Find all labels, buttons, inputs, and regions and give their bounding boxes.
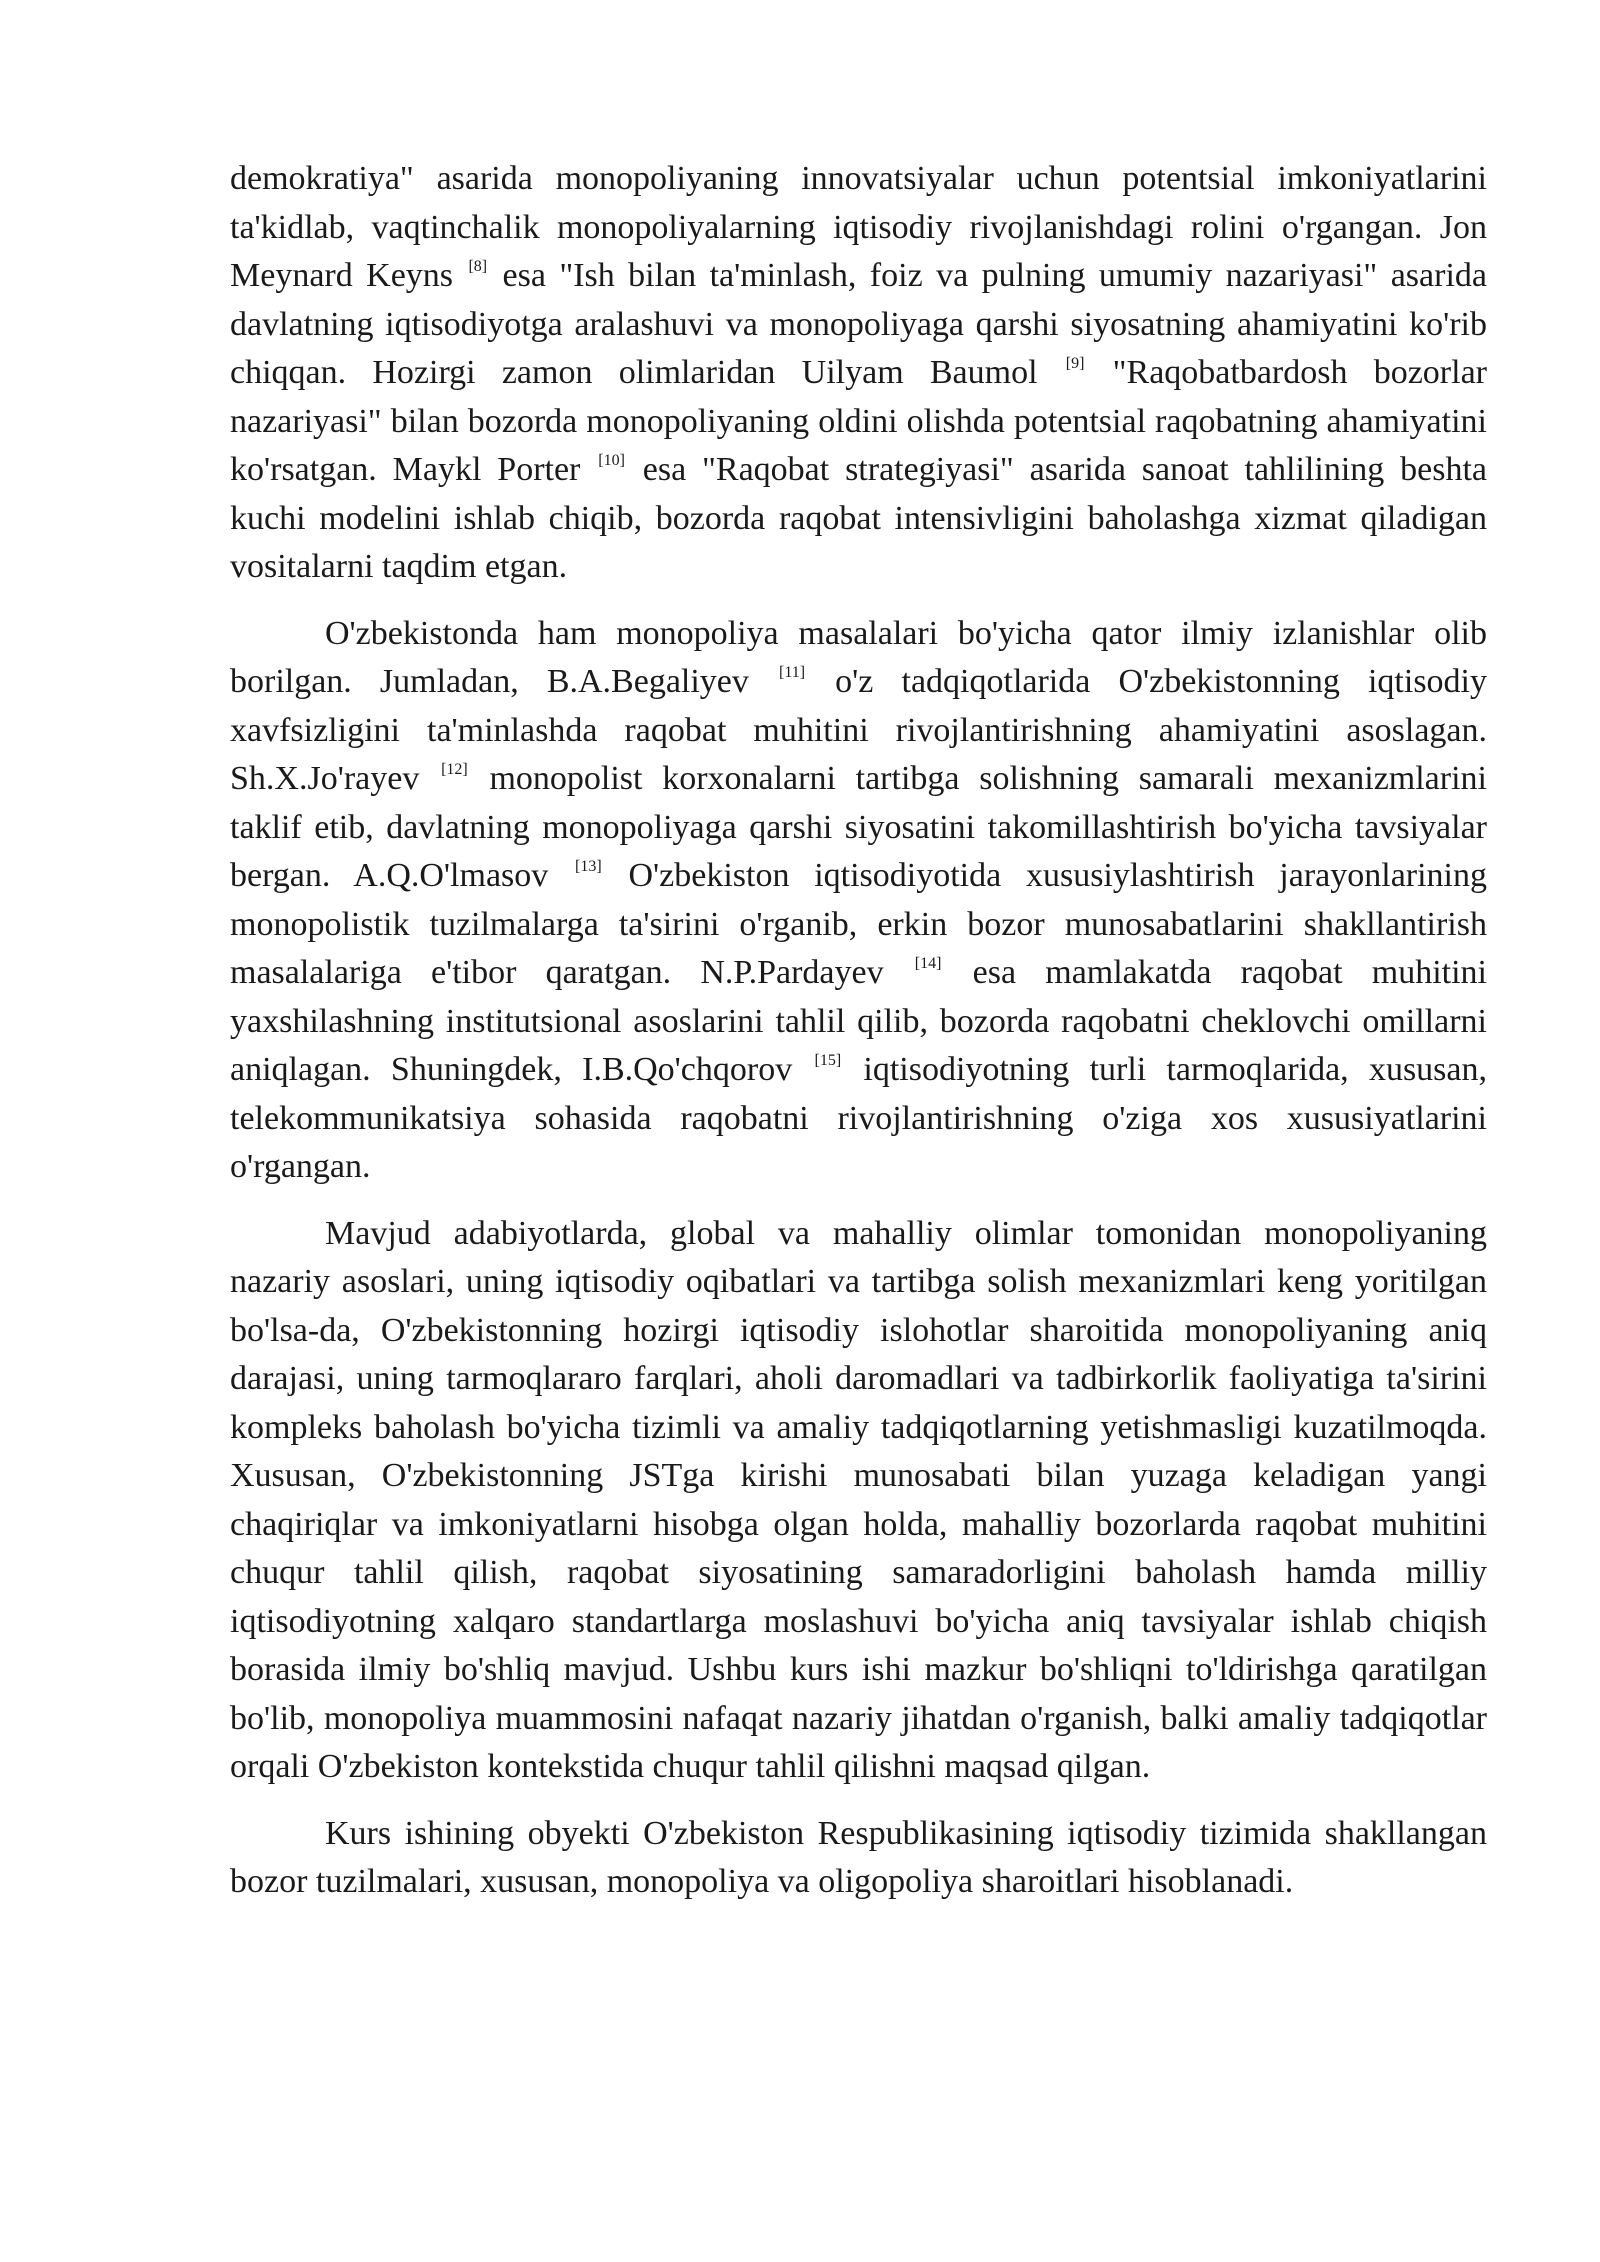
citation-ref: [15]: [814, 1052, 842, 1069]
paragraph-text: o'z tadqiqotlarida O'zbekistonning iqtisodiy xavfsizligini ta'minlashda raqobat muhitini rivojlantirishning ahamiyatini asoslagan. Sh.X.Jo'rayev: [230, 663, 1487, 797]
paragraph-text: esa mamlakatda raqobat muhitini yaxshilashning institutsional asoslarini tahlil qilib, bozorda raqobatni cheklovchi omillarni aniqlagan. Shuningdek, I.B.Qo'chqorov: [230, 954, 1487, 1088]
citation-ref: [11]: [779, 664, 806, 681]
paragraph-3: [230, 1210, 1487, 1792]
paragraph-text: esa "Ish bilan ta'minlash, foiz va pulning umumiy nazariyasi" asarida davlatning iqtisodiyotga aralashuvi va monopoliyaga qarshi siyosatning ahamiyatini ko'rib chiqqan. Hozirgi zamon olimlaridan Uilyam Baumol: [230, 257, 1487, 391]
citation-ref: [13]: [575, 858, 602, 875]
paragraph-1: [230, 155, 1487, 592]
document-page: [230, 155, 1487, 1925]
paragraph-text: iqtisodiyotning turli tarmoqlarida, xususan, telekommunikatsiya sohasida raqobatni rivojlantirishning o'ziga xos xususiyatlarini o'rgangan.: [230, 1051, 1487, 1185]
paragraph-text: O'zbekiston iqtisodiyotida xususiylashtirish jarayonlarining monopolistik tuzilmalarga ta'sirini o'rganib, erkin bozor munosabatlarini shakllantirish masalalariga e'tibor qaratgan. N.P.Pardayev: [230, 857, 1488, 991]
paragraph-text: O'zbekistonda ham monopoliya masalalari bo'yicha qator ilmiy izlanishlar olib borilgan. Jumladan, B.A.Begaliyev: [230, 614, 1487, 700]
paragraph-2: [230, 610, 1487, 1192]
paragraph-text: Kurs ishining obyekti O'zbekiston Respublikasining iqtisodiy tizimida shakllangan bozor tuzilmalari, xususan, monopoliya va oligopoliya sharoitlari hisoblanadi.: [230, 1814, 1487, 1900]
paragraph-text: monopolist korxonalarni tartibga solishning samarali mexanizmlarini taklif etib, davlatning monopoliyaga qarshi siyosatini takomillashtirish bo'yicha tavsiyalar bergan. A.Q.O'lmasov: [230, 760, 1487, 894]
citation-ref: [10]: [598, 452, 625, 469]
citation-ref: [14]: [914, 955, 942, 972]
paragraph-text: Mavjud adabiyotlarda, global va mahalliy olimlar tomonidan monopoliyaning nazariy asoslari, uning iqtisodiy oqibatlari va tartibga solish mexanizmlari keng yoritilgan bo'lsa-da, O'zbekistonning hozirgi iqtisodiy islohotlar sharoitida monopoliyaning aniq darajasi, uning tarmoqlararo farqlari, aholi daromadlari va tadbirkorlik faoliyatiga ta'sirini kompleks baholash bo'yicha tizimli va amaliy tadqiqotlarning yetishmasligi kuzatilmoqda. Xususan, O'zbekistonning JSTga kirishi munosabati bilan yuzaga keladigan yangi chaqiriqlar va imkoniyatlarni hisobga olgan holda, mahalliy bozorlarda raqobat muhitini chuqur tahlil qilish, raqobat siyosatining samaradorligini baholash hamda milliy iqtisodiyotning xalqaro standartlarga moslashuvi bo'yicha aniq tavsiyalar ishlab chiqish borasida ilmiy bo'shliq mavjud. Ushbu kurs ishi mazkur bo'shliqni to'ldirishga qaratilgan bo'lib, monopoliya muammosini nafaqat nazariy jihatdan o'rganish, balki amaliy tadqiqotlar orqali O'zbekiston kontekstida chuqur tahlil qilishni maqsad qilgan.: [230, 1214, 1487, 1785]
citation-ref: [9]: [1065, 355, 1085, 372]
citation-ref: [8]: [468, 258, 488, 275]
paragraph-text: demokratiya" asarida monopoliyaning innovatsiyalar uchun potentsial imkoniyatlarini ta'kidlab, vaqtinchalik monopoliyalarning iqtisodiy rivojlanishdagi rolini o'rgangan. Jon Meynard Keyns: [230, 160, 1487, 294]
citation-ref: [12]: [441, 761, 468, 778]
paragraph-4: [230, 1810, 1487, 1907]
paragraph-text: esa "Raqobat strategiyasi" asarida sanoat tahlilining beshta kuchi modelini ishlab chiqib, bozorda raqobat intensivligini baholashga xizmat qiladigan vositalarni taqdim etgan.: [230, 451, 1487, 585]
paragraph-text: "Raqobatbardosh bozorlar nazariyasi" bilan bozorda monopoliyaning oldini olishda potentsial raqobatning ahamiyatini ko'rsatgan. Maykl Porter: [230, 354, 1487, 488]
